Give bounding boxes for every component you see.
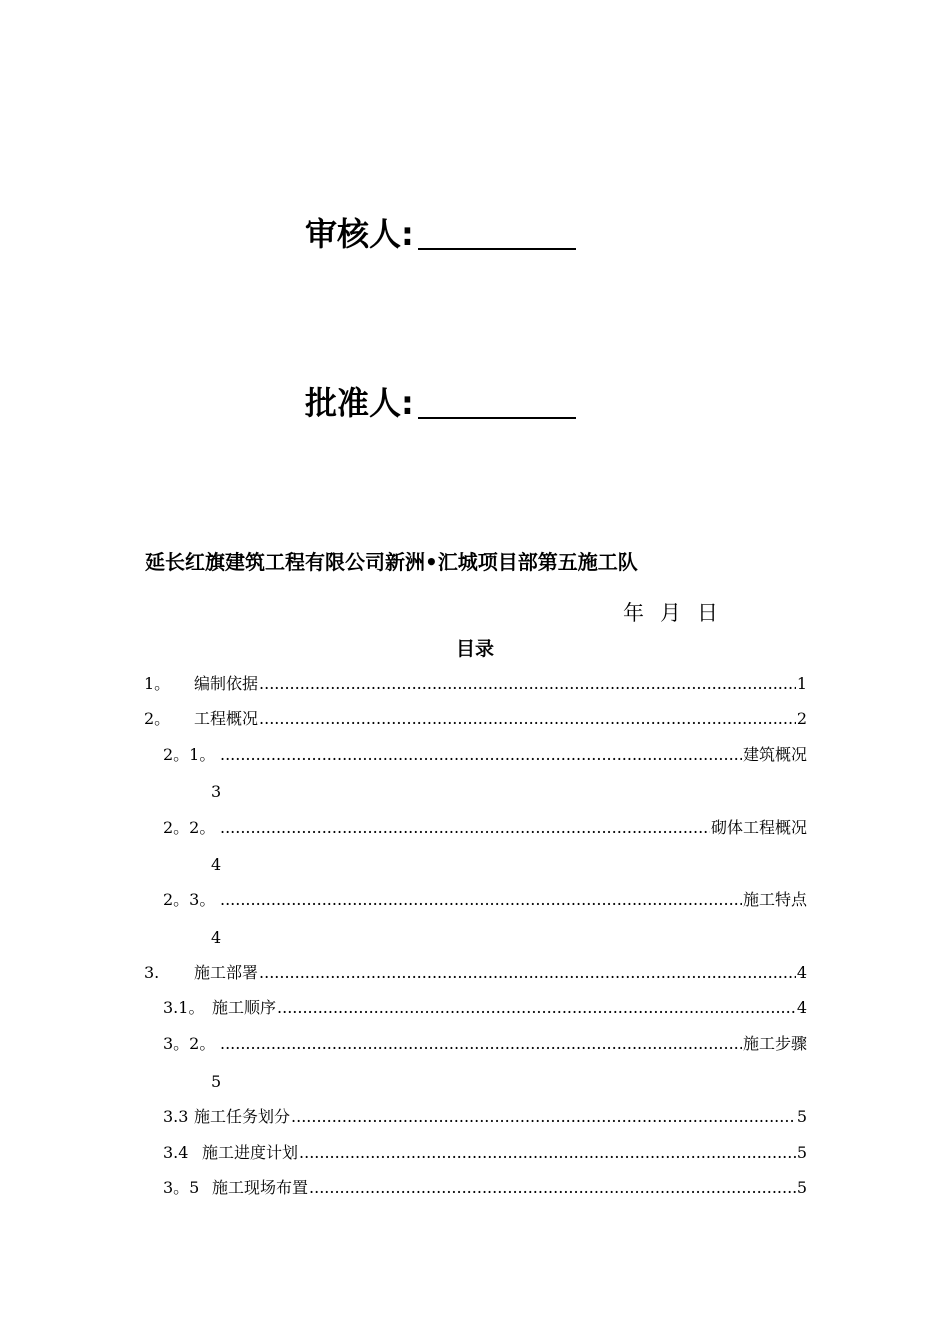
toc-entry-page: 4 [796,963,807,982]
toc-entry-label: 施工顺序 [212,998,277,1017]
toc-leader-dots [259,708,796,730]
toc-entry[interactable] [163,1142,807,1164]
toc-entry-page: 4 [211,855,222,874]
toc-entry-number: 3.1。 [163,998,205,1017]
reviewer-signature [305,214,576,254]
toc-entry-label: 建筑概况 [742,745,807,764]
toc-entry-label: 编制依据 [194,674,259,693]
toc-leader-dots [220,744,742,766]
reviewer-signature-line [418,218,576,250]
toc-entry-label: 工程概况 [194,709,259,728]
date-line [623,597,734,627]
toc-leader-dots [220,1033,742,1055]
toc-entry-number: 2。2。 [163,818,216,837]
toc-entry[interactable] [144,708,807,730]
toc-leader-dots [299,1142,796,1164]
toc-entry-number: 1。 [144,674,171,693]
toc-entry[interactable] [144,962,807,984]
toc-entry[interactable] [163,1033,807,1055]
approver-label: 批准人: [305,384,414,422]
toc-entry-label: 砌体工程概况 [710,818,807,837]
date-year: 年 [623,601,644,625]
toc-leader-dots [291,1106,796,1128]
toc-entry[interactable] [144,673,807,695]
toc-entry[interactable] [163,1106,807,1128]
toc-entry-number: 3。5 [163,1178,200,1197]
approver-signature-line [418,387,576,419]
toc-leader-dots [259,673,796,695]
toc-entry-number: 2。1。 [163,745,216,764]
toc-entry-page: 3 [211,782,222,801]
toc-entry-page: 5 [796,1143,807,1162]
toc-entry-page: 5 [211,1072,222,1091]
toc-entry-number: 2。 [144,709,171,728]
toc-entry-page: 1 [796,674,807,693]
toc-leader-dots [220,817,710,839]
toc-title: 目录 [455,638,494,660]
date-month: 月 [660,601,681,625]
toc-entry-page: 5 [796,1178,807,1197]
toc-entry-label: 施工现场布置 [212,1178,309,1197]
toc-leader-dots [220,889,742,911]
toc-leader-dots [259,962,796,984]
toc-entry-label: 施工进度计划 [202,1143,299,1162]
toc-entry-number: 3.3 [163,1107,189,1126]
approver-signature [305,383,576,423]
toc-entry-label: 施工任务划分 [194,1107,291,1126]
toc-entry-page: 2 [796,709,807,728]
reviewer-label: 审核人: [305,215,414,253]
toc-entry[interactable] [163,889,807,911]
date-day: 日 [697,601,718,625]
toc-leader-dots [277,997,796,1019]
toc-entry-label: 施工特点 [742,890,807,909]
toc-entry[interactable] [163,817,807,839]
toc-entry-page: 5 [796,1107,807,1126]
toc-entry-number: 3。2。 [163,1034,216,1053]
toc-leader-dots [309,1177,796,1199]
toc-entry-label: 施工部署 [194,963,259,982]
toc-entry-page: 4 [211,928,222,947]
toc-entry[interactable] [163,997,807,1019]
toc-entry[interactable] [163,1177,807,1199]
toc-entry-label: 施工步骤 [742,1034,807,1053]
company-name: 延长红旗建筑工程有限公司新洲•汇城项目部第五施工队 [145,550,638,574]
toc-entry-number: 3. [144,963,160,982]
toc-entry-page: 4 [796,998,807,1017]
toc-entry-number: 2。3。 [163,890,216,909]
toc-entry-number: 3.4 [163,1143,189,1162]
toc-entry[interactable] [163,744,807,766]
